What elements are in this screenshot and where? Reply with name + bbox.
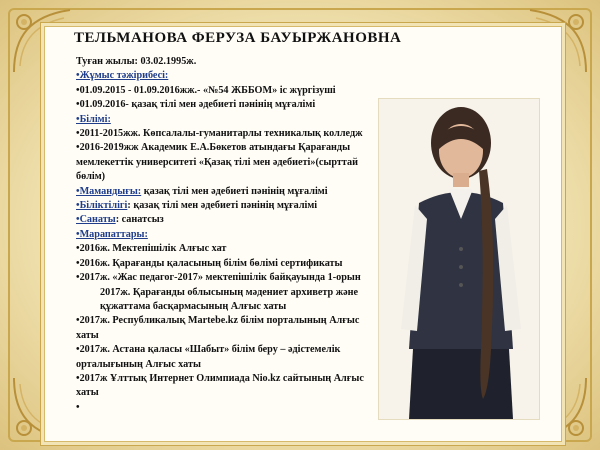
resume-line: [76, 55, 366, 69]
resume-line: [76, 69, 366, 83]
line-text: •2016-2019жж Академик Е.А.Бөкетов атындағы Қарағанды мемлекеттік университеті «Қазақ тілі мен әдебиеті»(сырттай бөлім): [76, 142, 358, 183]
resume-line: [76, 199, 366, 213]
portrait-illustration: [379, 99, 539, 419]
line-text: •2017ж. «Жас педагог-2017» мектепішілік байқауында 1-орын: [76, 272, 361, 284]
resume-line: [76, 257, 366, 271]
section-heading: •Санаты: [76, 214, 116, 226]
resume-line: [76, 343, 366, 372]
resume-line: [76, 286, 366, 315]
line-text: •2017ж. Астана қаласы «Шабыт» білім беру – әдістемелік орталығының Алғыс хаты: [76, 344, 341, 370]
section-heading: •Мамандығы:: [76, 185, 142, 197]
resume-line: [76, 213, 366, 227]
line-text: •2017ж. Республикалық Martebe.kz білім порталының Алғыс хаты: [76, 315, 360, 341]
section-heading: •Біліктілігі: [76, 200, 128, 212]
line-text: қазақ тілі мен әдебиеті пәнінің мұғалімі: [141, 185, 328, 197]
resume-text: [76, 55, 366, 415]
line-text: Туған жылы: 03.02.1995ж.: [76, 56, 197, 67]
resume-line: [76, 113, 366, 127]
line-text: •2017ж Ұлттық Интернет Олимпиада Nio.kz сайтының Алғыс хаты: [76, 372, 364, 399]
resume-line: [76, 141, 366, 184]
resume-line: [76, 98, 366, 112]
resume-line: [76, 84, 366, 98]
line-text: : санатсыз: [115, 214, 164, 226]
resume-line: [76, 314, 366, 343]
section-heading: •Марапаттары:: [76, 228, 148, 240]
line-text: 2017ж. Қарағанды облысының мәдениет архиветр және құжаттама басқармасының Алғыс хаты: [100, 286, 358, 312]
person-name-title: ТЕЛЬМАНОВА ФЕРУЗА БАУЫРЖАНОВНА: [74, 30, 402, 46]
portrait-photo: [378, 98, 540, 420]
section-heading: •Жұмыс тәжірибесі:: [76, 70, 169, 82]
resume-line: [76, 127, 366, 141]
resume-line: [76, 242, 366, 256]
resume-line: [76, 401, 366, 415]
line-text: •: [76, 401, 80, 413]
line-text: •2016ж. Қарағанды қаласының білім бөлімі сертификаты: [76, 257, 343, 269]
resume-line: [76, 271, 366, 285]
resume-line: [76, 372, 366, 401]
line-text: : қазақ тілі мен әдебиеті пәнінің мұғалімі: [127, 200, 318, 212]
line-text: •2011-2015жж. Көпсалалы-гуманитарлы техникалық колледж: [76, 128, 363, 140]
resume-line: [76, 185, 366, 199]
section-heading: •Білімі:: [76, 113, 111, 125]
line-text: •2016ж. Мектепішілік Алғыс хат: [76, 243, 227, 255]
line-text: •01.09.2016- қазақ тілі мен әдебиеті пәнінің мұғалімі: [76, 99, 316, 111]
line-text: •01.09.2015 - 01.09.2016жж.- «№54 ЖББОМ» іс жүргізуші: [76, 84, 336, 96]
resume-line: [76, 228, 366, 242]
